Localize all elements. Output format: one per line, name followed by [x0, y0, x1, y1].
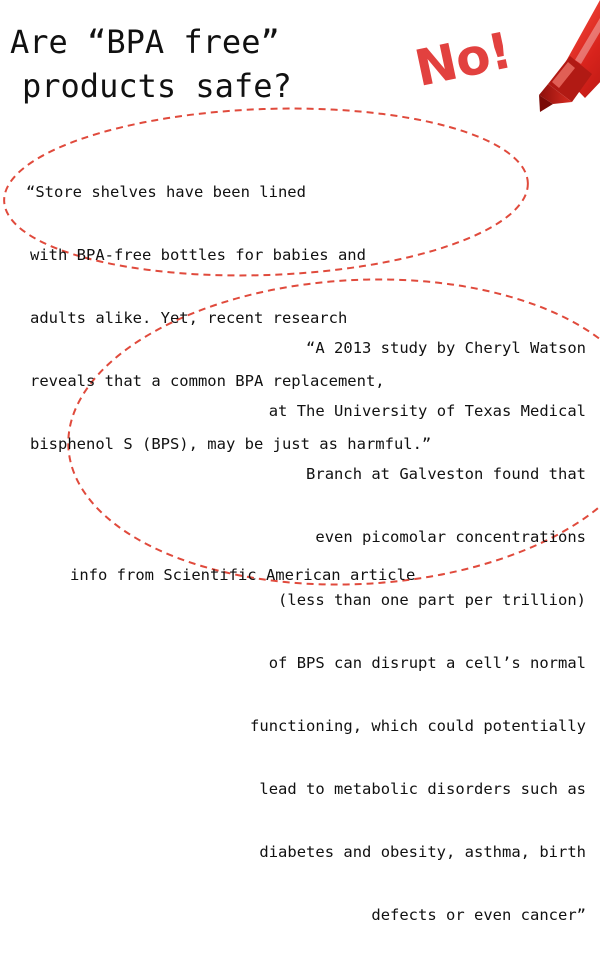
quote-block-2	[250, 296, 586, 968]
quote2-line: diabetes and obesity, asthma, birth	[259, 843, 586, 861]
quote2-line: even picomolar concentrations	[315, 528, 586, 546]
quote1-line: reveals that a common BPA replacement,	[30, 372, 385, 390]
quote1-line: with BPA-free bottles for babies and	[30, 246, 366, 264]
source-credit: info from Scientific American article	[70, 566, 416, 584]
quote2-line: “A 2013 study by Cheryl Watson	[306, 339, 586, 357]
quote1-line: bisphenol S (BPS), may be just as harmful.”	[30, 435, 432, 453]
title-line-2: products safe?	[22, 67, 292, 105]
quote2-line: functioning, which could potentially	[250, 717, 586, 735]
quote2-line: at The University of Texas Medical	[268, 402, 586, 420]
quote2-line: lead to metabolic disorders such as	[259, 780, 586, 798]
title-line-1: Are “BPA free”	[10, 23, 280, 61]
quote2-line: of BPS can disrupt a cell’s normal	[268, 654, 586, 672]
quote2-line: defects or even cancer”	[371, 906, 586, 924]
quote1-line: adults alike. Yet, recent research	[30, 309, 348, 327]
no-marker-text: No!	[409, 21, 516, 99]
page-title	[10, 20, 292, 108]
quote2-line: Branch at Galveston found that	[306, 465, 586, 483]
quote1-line: “Store shelves have been lined	[26, 183, 306, 201]
quote2-line: (less than one part per trillion)	[278, 591, 586, 609]
